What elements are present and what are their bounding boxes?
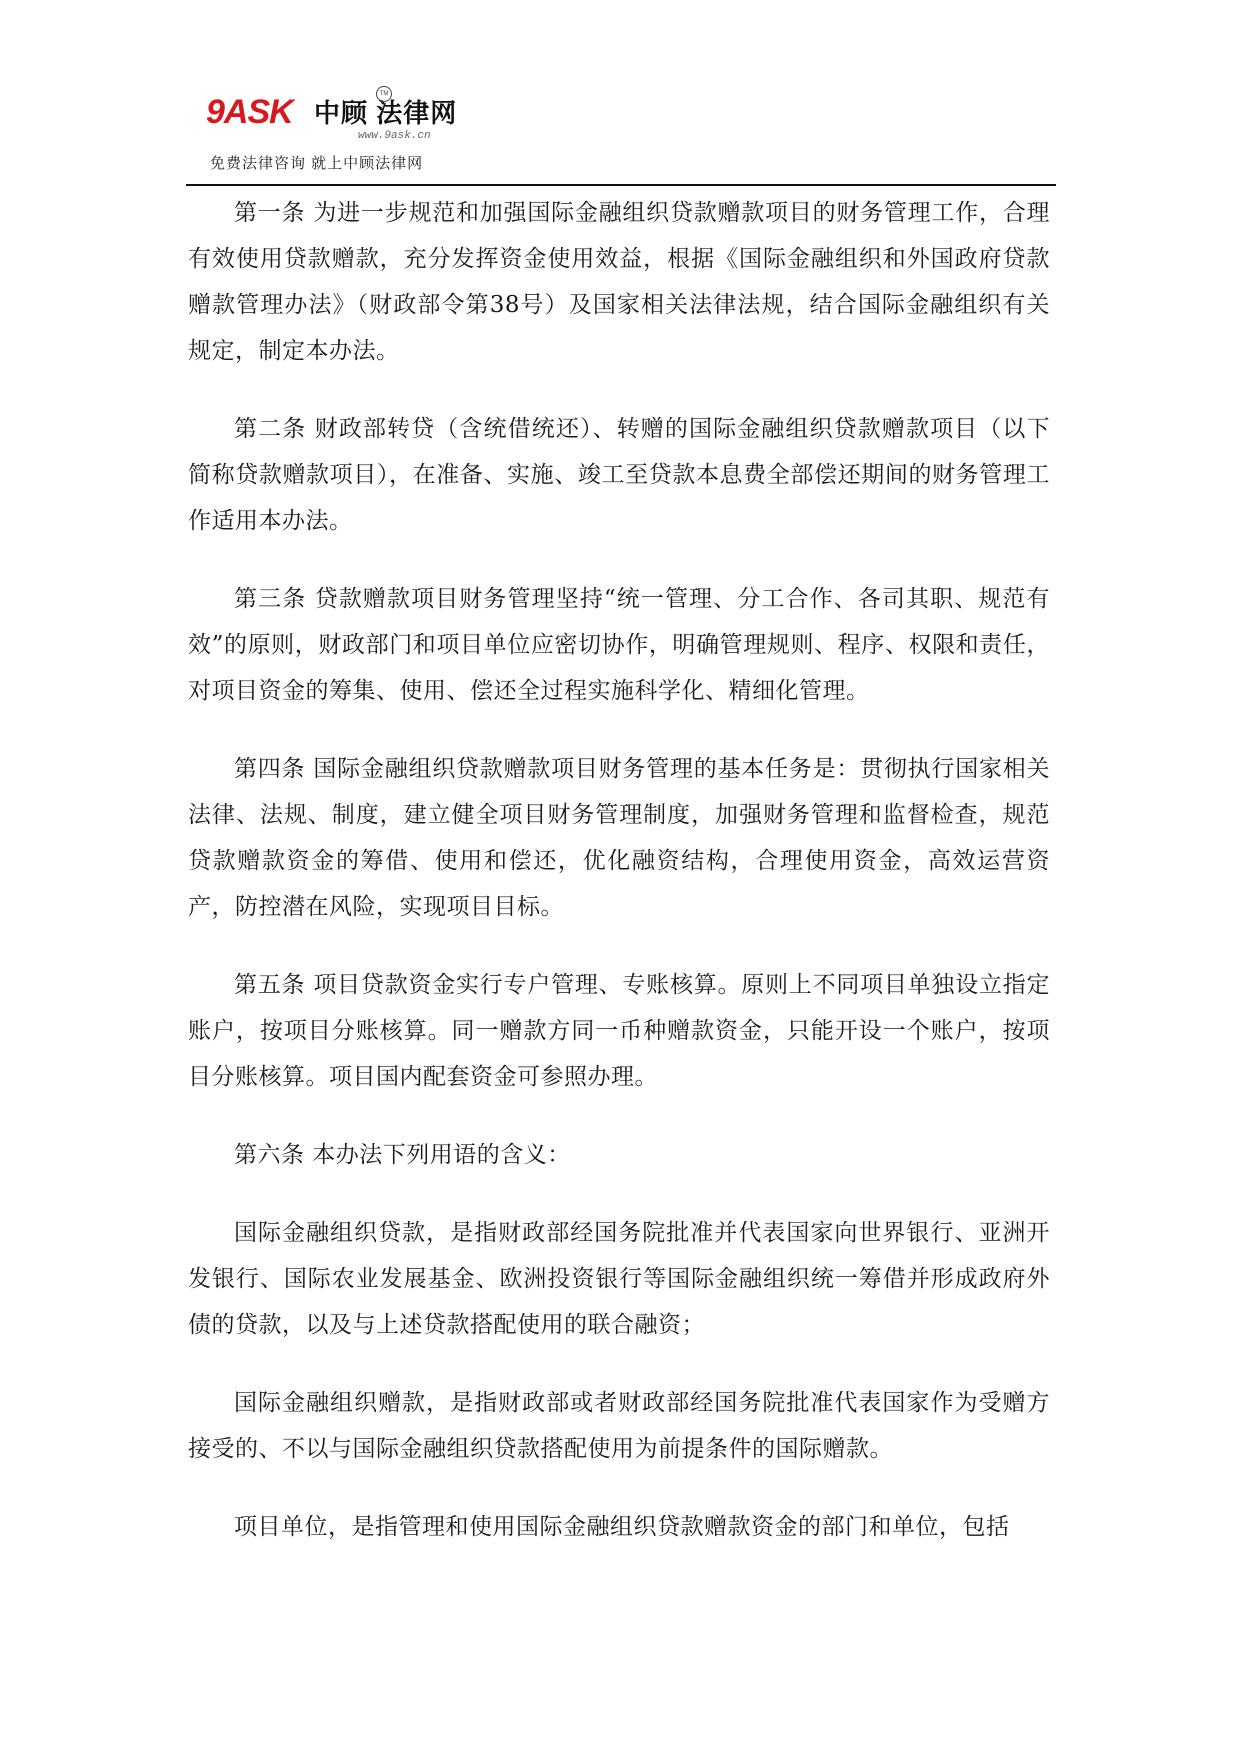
article-3: 第三条 贷款赠款项目财务管理坚持“统一管理、分工合作、各司其职、规范有效”的原则，财政部门和项目单位应密切协作，明确管理规则、程序、权限和责任，对项目资金的筹集、使用、偿还全过程实施科学化、精细化管理。 (188, 586, 1050, 704)
document-body (188, 190, 1050, 1582)
article-1: 第一条 为进一步规范和加强国际金融组织贷款赠款项目的财务管理工作，合理有效使用贷款赠款，充分发挥资金使用效益，根据《国际金融组织和外国政府贷款赠款管理办法》（财政部令第38号）及国家相关法律法规，结合国际金融组织有关规定，制定本办法。 (188, 200, 1050, 364)
header-slogan: 免费法律咨询 就上中顾法律网 (210, 155, 424, 172)
definition-grant: 国际金融组织赠款，是指财政部或者财政部经国务院批准代表国家作为受赠方接受的、不以与国际金融组织贷款搭配使用为前提条件的国际赠款。 (188, 1390, 1050, 1462)
article-5: 第五条 项目贷款资金实行专户管理、专账核算。原则上不同项目单独设立指定账户，按项目分账核算。同一赠款方同一币种赠款资金，只能开设一个账户，按项目分账核算。项目国内配套资金可参照办理。 (188, 972, 1050, 1090)
article-6: 第六条 本办法下列用语的含义： (234, 1142, 571, 1168)
definition-project-unit: 项目单位，是指管理和使用国际金融组织贷款赠款资金的部门和单位，包括 (234, 1514, 1010, 1540)
page-header (186, 86, 1056, 186)
logo-url-text: www.9ask.cn (358, 130, 431, 142)
site-logo (206, 86, 466, 150)
article-4: 第四条 国际金融组织贷款赠款项目财务管理的基本任务是：贯彻执行国家相关法律、法规、制度，建立健全项目财务管理制度，加强财务管理和监督检查，规范贷款赠款资金的筹借、使用和偿还，优化融资结构，合理使用资金，高效运营资产，防控潜在风险，实现项目目标。 (188, 756, 1050, 920)
logo-name-text: 中顾 法律网 (314, 98, 458, 128)
definition-loan: 国际金融组织贷款，是指财政部经国务院批准并代表国家向世界银行、亚洲开发银行、国际农业发展基金、欧洲投资银行等国际金融组织统一筹借并形成政府外债的贷款，以及与上述贷款搭配使用的联合融资； (188, 1220, 1050, 1338)
article-2: 第二条 财政部转贷（含统借统还）、转赠的国际金融组织贷款赠款项目（以下简称贷款赠款项目），在准备、实施、竣工至贷款本息费全部偿还期间的财务管理工作适用本办法。 (188, 416, 1050, 534)
logo-brand-text: 9ASK (206, 93, 293, 131)
header-divider (186, 184, 1056, 186)
trademark-icon: TM (376, 86, 392, 102)
